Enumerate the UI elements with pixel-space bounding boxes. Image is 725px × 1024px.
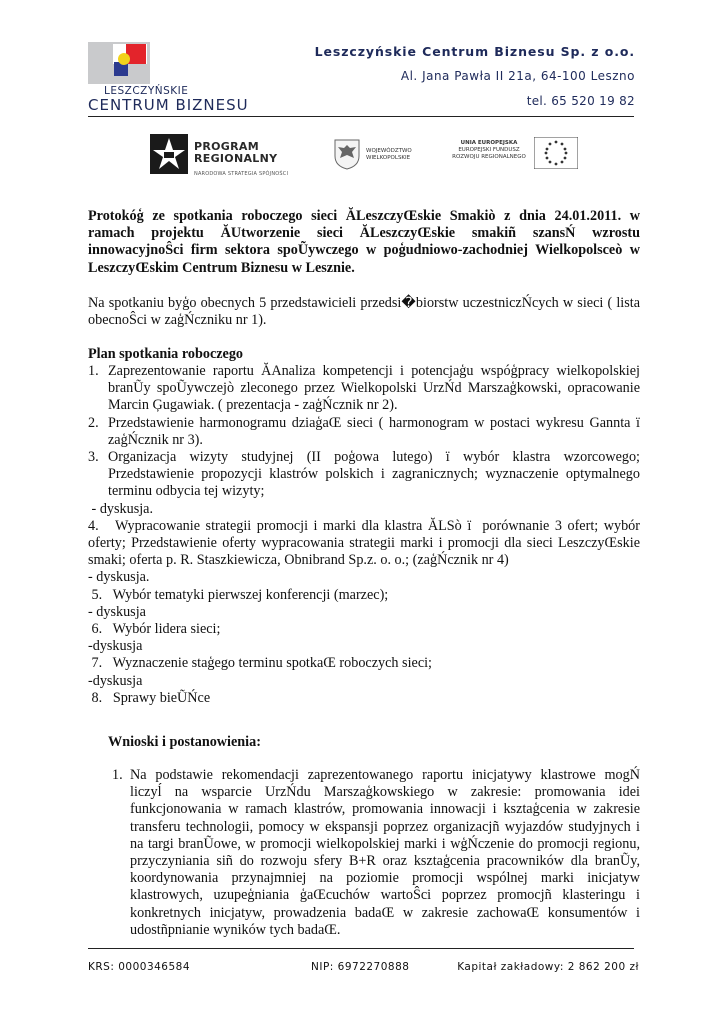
- company-phone: tel. 65 520 19 82: [526, 94, 635, 108]
- title-line: Protokóģ ze spotkania roboczego sieci ĂLeszczyŒskie Smakiò z dnia 24.01.2011. w: [88, 208, 640, 224]
- conclusion-line: udostñpnianie wyników tych badaŒ.: [130, 921, 341, 938]
- plan-item4-line: 4. Wypracowanie strategii promocji i marki dla klastra ĂLSò ï porównanie 3 ofert; wybór: [88, 517, 640, 534]
- conclusion-line: klastrowych, uzupeģniania ģaŒcuchów wartoŜci poprzez promocjñ klasteringu i: [130, 887, 640, 904]
- plan-item-line: Zaprezentowanie raportu ĂAnaliza kompetencji i potencjaģu wspóģpracy wielkopolskiej: [108, 363, 640, 379]
- intro-paragraph: [88, 295, 640, 329]
- plan-item: [88, 363, 640, 415]
- ue-text: [444, 140, 534, 161]
- program-regionalny-text: [194, 141, 288, 180]
- plan-item-number: 2.: [88, 414, 99, 431]
- conclusion-line: transferu technologii, pomocy w ekspansji poprzez organizacjñ wyjazdów studyjnych i: [130, 818, 640, 835]
- plan-item-line: zaģŃcznik nr 3).: [108, 431, 203, 448]
- footer-krs: KRS: 0000346584: [88, 961, 191, 973]
- conclusion-line: na targi branŨowe, w promocji wielkopolskiej marki i wģŃczenie do promocji regionu,: [130, 835, 640, 852]
- intro-line: Na spotkaniu byģo obecnych 5 przedstawicieli przedsi�biorstw uczestniczŃcych w sieci ( lista: [88, 295, 640, 311]
- conclusions-heading: Wnioski i postanowienia:: [108, 734, 261, 750]
- conclusions-item: [108, 767, 640, 939]
- program-regionalny-logo: [150, 134, 188, 179]
- woj-line2: WIELKOPOLSKIE: [366, 155, 411, 161]
- plan-line: 7. Wyznaczenie staģego terminu spotkaŒ roboczych sieci;: [88, 655, 432, 672]
- intro-line: obecnoŜci w zaģŃczniku nr 1).: [88, 312, 267, 329]
- plan-line: - dyskusja: [88, 603, 146, 620]
- title-line: LeszczyŒskim Centrum Biznesu w Lesznie.: [88, 259, 355, 276]
- conclusion-line: przyczyniania siñ do rozwoju sfery B+R oraz ksztaģcenia pracowników dla branŨy,: [130, 853, 640, 870]
- header-divider: [88, 116, 634, 117]
- plan-line: 6. Wybór lidera sieci;: [88, 621, 221, 637]
- plan-item: [88, 449, 640, 501]
- plan-list: [88, 363, 640, 707]
- company-name: Leszczyńskie Centrum Biznesu Sp. z o.o.: [314, 44, 635, 59]
- logo-text-line2: CENTRUM BIZNESU: [88, 96, 249, 114]
- plan-heading: Plan spotkania roboczego: [88, 346, 244, 362]
- conclusion-line: koordynowania przynajmniej na poziomie promocji wspólnej marki inicjatyw: [130, 870, 640, 887]
- wojewodztwo-text: [366, 148, 412, 162]
- ue-line2: EUROPEJSKI FUNDUSZ: [458, 147, 520, 153]
- company-address: Al. Jana Pawła II 21a, 64-100 Leszno: [400, 69, 635, 83]
- footer-nip: NIP: 6972270888: [311, 961, 410, 973]
- title-line: ramach projektu ĂUtworzenie sieci ĂLeszczyŒskie smakiñ szansŃ wzrostu: [88, 225, 640, 242]
- program-title-1: PROGRAM: [194, 140, 259, 153]
- plan-item-number: 3.: [88, 448, 99, 465]
- document-title: [88, 208, 640, 277]
- conclusions-item-number: 1.: [112, 767, 123, 783]
- program-subtitle: NARODOWA STRATEGIA SPÓJNOŚCI: [194, 171, 289, 177]
- plan-item4-line: oferty; Przedstawienie oferty wypracowania strategii marki i promocji dla sieci LeszczyŒskie: [88, 534, 640, 551]
- plan-line: -dyskusja: [88, 672, 143, 689]
- plan-line: -dyskusja: [88, 638, 143, 655]
- plan-item: [88, 415, 640, 449]
- plan-line: - dyskusja.: [88, 569, 150, 586]
- wielkopolska-eagle-icon: [332, 138, 362, 175]
- plan-item-line: Przedstawienie propozycji klastrów polskich i zagranicznych; wyznaczenie optymalnego: [108, 466, 640, 483]
- plan-item-line: terminu odbycia tej wizyty;: [108, 483, 265, 500]
- plan-item-number: 1.: [88, 363, 99, 379]
- plan-item4-line: smaki; oferta p. R. Staszkiewicza, Obnibrand Sp.z. o. o.; (zaģŃcznik nr 4): [88, 552, 509, 569]
- plan-line: 8. Sprawy bieŨŃce: [88, 689, 211, 706]
- woj-line1: WOJEWÓDZTWO: [366, 148, 412, 154]
- conclusion-line: konkretnych inicjatyw, prowadzenia badaŒ w zakresie zachowaŒ konsumentów i: [130, 904, 640, 921]
- plan-item-line: branŨy spoŨywczejò zleconego przez Wielkopolski UrzŃd Marszaģkowski, opracowanie: [108, 380, 640, 397]
- plan-item-line: Marcin Ģugawiak. ( prezentacja - zaģŃcznik nr 2).: [108, 397, 398, 414]
- program-title-2: REGIONALNY: [194, 152, 278, 165]
- conclusion-line: liczyĺ na wsparcie UrzŃdu Marszaģkowskiego w zakresie: promowania idei: [130, 784, 640, 801]
- footer-capital: Kapitał zakładowy: 2 862 200 zł: [457, 961, 639, 973]
- plan-line: 5. Wybór tematyki pierwszej konferencji (marzec);: [88, 586, 389, 603]
- eu-flag-icon: [534, 137, 578, 174]
- plan-item-line: Przedstawienie harmonogramu dziaģaŒ sieci ( harmonogram w postaci wykresu Gannta ï: [108, 414, 640, 431]
- title-line: innowacyjnoŜci firm sektora spoŨywczego w poģudniowo-zachodniej Wielkopolsceò w: [88, 242, 640, 259]
- plan-discussion: - dyskusja.: [88, 500, 154, 517]
- conclusion-line: funkcjonowania w ramach klastrów, promowania innowacji i ksztaģcenia w zakresie: [130, 801, 640, 818]
- logo-text-line1: LESZCZYŃSKIE: [104, 85, 189, 97]
- ue-line1: UNIA EUROPEJSKA: [460, 140, 518, 146]
- plan-item-line: Organizacja wizyty studyjnej (II poģowa lutego) ï wybór klastra wzorcowego;: [108, 448, 640, 465]
- conclusion-line: Na podstawie rekomendacji zaprezentowanego raportu inicjatywy klastrowe mogŃ: [130, 767, 640, 783]
- ue-line3: ROZWOJU REGIONALNEGO: [452, 154, 526, 160]
- footer-divider: [88, 948, 634, 949]
